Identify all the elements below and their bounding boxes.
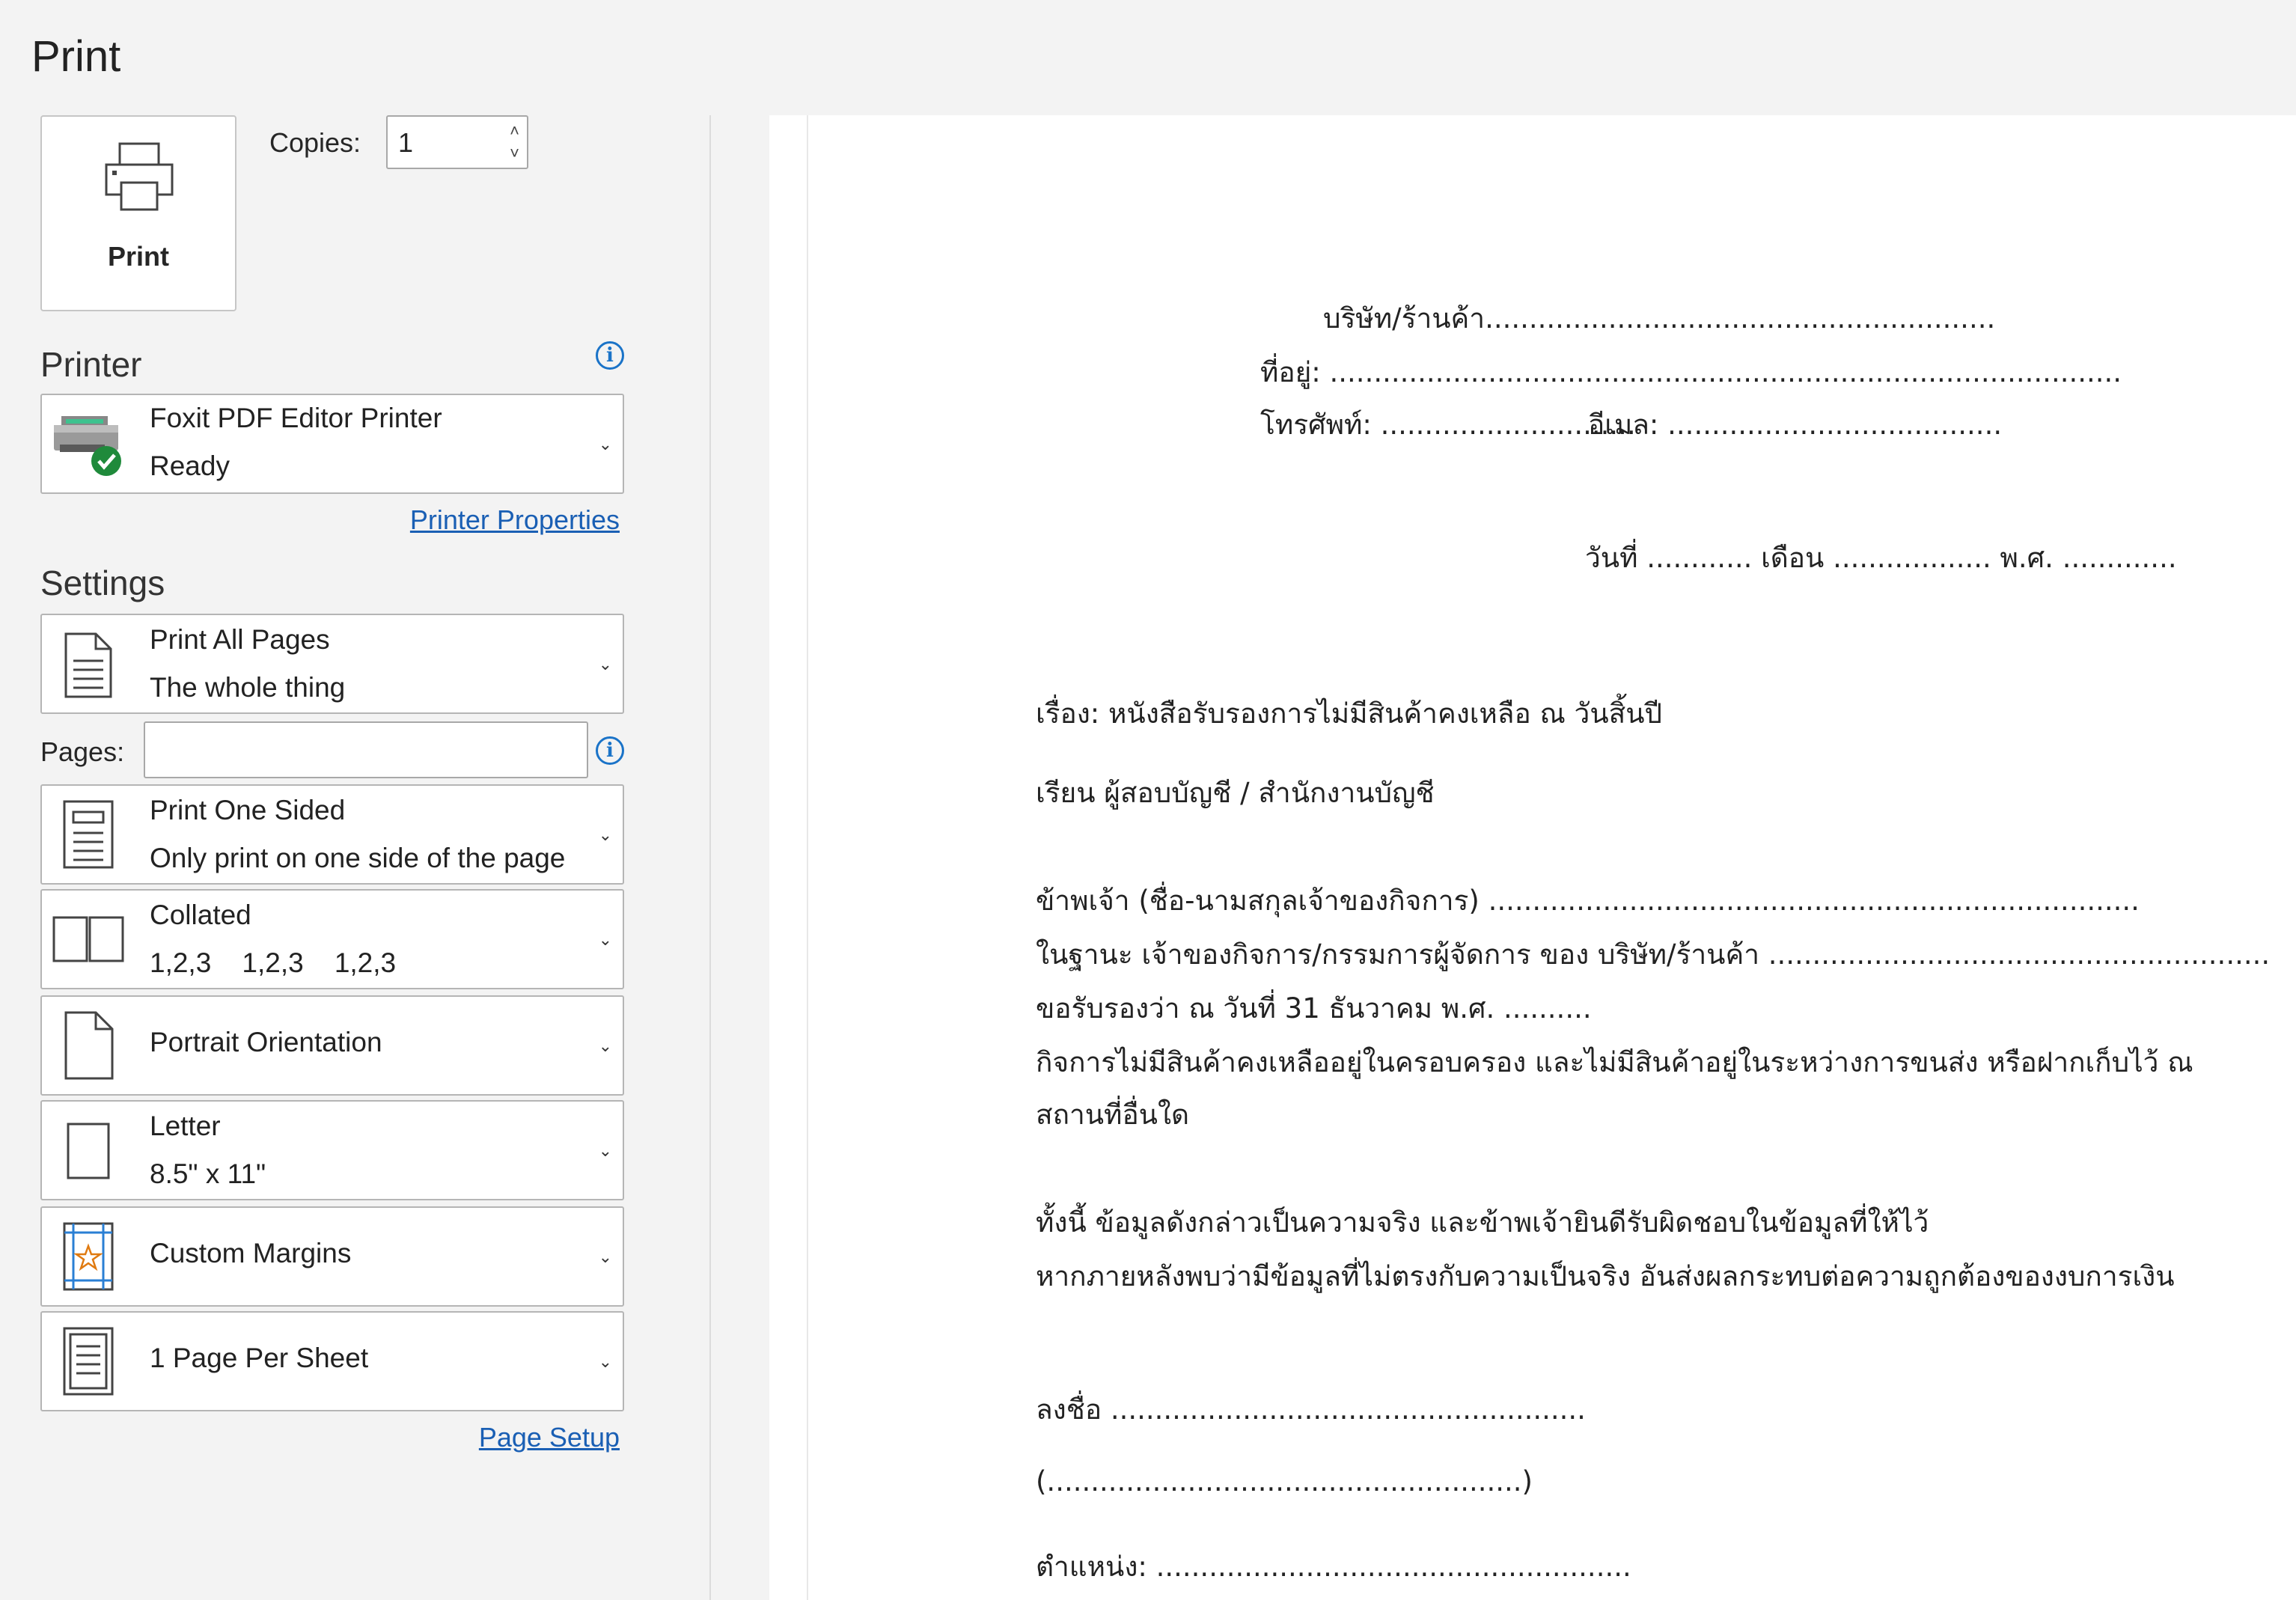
doc-body-6: ทั้งนี้ ข้อมูลดังกล่าวเป็นความจริง และข้าพเจ้ายินดีรับผิดชอบในข้อมูลที่ให้ไว้: [1036, 1206, 1929, 1239]
doc-date: วันที่ ............ เดือน .................. พ.ศ. .............: [1585, 542, 2177, 574]
copies-label: Copies:: [269, 127, 361, 158]
chevron-down-icon: ⌄: [598, 825, 612, 844]
printer-name: Foxit PDF Editor Printer: [150, 403, 442, 433]
collation-label: Collated: [150, 900, 251, 930]
copies-spinner[interactable]: [510, 120, 519, 165]
doc-body-7: หากภายหลังพบว่ามีข้อมูลที่ไม่ตรงกับความเป็นจริง อันส่งผลกระทบต่อความถูกต้องของงบการเงิน: [1036, 1260, 2175, 1292]
pages-info-icon[interactable]: i: [596, 736, 624, 765]
pages-per-sheet-label: 1 Page Per Sheet: [150, 1343, 369, 1373]
pages-per-sheet-select[interactable]: [40, 1311, 624, 1411]
orientation-select[interactable]: [40, 995, 624, 1096]
copies-input[interactable]: [386, 115, 528, 169]
doc-signature: ลงชื่อ ......................................................: [1036, 1393, 1586, 1426]
copies-value: 1: [398, 127, 414, 158]
pages-input[interactable]: [144, 721, 588, 778]
print-button[interactable]: [40, 115, 236, 311]
printer-heading: Printer: [40, 345, 142, 384]
decrement-icon[interactable]: ˅: [510, 144, 519, 162]
doc-address: ที่อยู่: ..........................................................................................: [1260, 356, 2122, 388]
doc-subject: เรื่อง: หนังสือรับรองการไม่มีสินค้าคงเหลือ ณ วันสิ้นปี: [1036, 697, 1662, 730]
margins-label: Custom Margins: [150, 1238, 352, 1268]
sides-desc: Only print on one side of the page: [150, 843, 566, 873]
doc-body-1: ข้าพเจ้า (ชื่อ-นามสกุลเจ้าของกิจการ) ..........................................................................: [1036, 885, 2140, 917]
collation-desc: 1,2,3 1,2,3 1,2,3: [150, 947, 397, 978]
page-range-select[interactable]: [40, 614, 624, 714]
doc-to: เรียน ผู้สอบบัญชี / สำนักงานบัญชี: [1036, 777, 1435, 809]
chevron-down-icon: ⌄: [598, 1141, 612, 1160]
doc-body-5: สถานที่อื่นใด: [1036, 1099, 1190, 1131]
page-per-sheet-icon: [51, 1313, 126, 1410]
page-range-label: Print All Pages: [150, 624, 330, 655]
chevron-down-icon: ⌄: [598, 1036, 612, 1055]
chevron-down-icon: ⌄: [598, 655, 612, 674]
doc-signature-name: (......................................................): [1036, 1465, 1533, 1497]
increment-icon[interactable]: ˄: [510, 121, 519, 140]
page-range-desc: The whole thing: [150, 672, 346, 703]
chevron-down-icon: ⌄: [598, 1352, 612, 1371]
page-setup-link[interactable]: Page Setup: [478, 1422, 620, 1453]
page-edge: [807, 115, 808, 1600]
print-button-label: Print: [107, 241, 169, 272]
settings-heading: Settings: [40, 564, 165, 602]
paper-size-desc: 8.5" x 11": [150, 1158, 266, 1189]
doc-company: บริษัท/ร้านค้า..........................................................: [1323, 302, 1996, 335]
doc-email: อีเมล: ......................................: [1588, 409, 2003, 441]
doc-position: ตำแหน่ง: ......................................................: [1036, 1551, 1631, 1583]
collated-icon: [51, 891, 126, 988]
printer-icon: [102, 139, 177, 214]
portrait-page-icon: [51, 997, 126, 1094]
doc-body-3: ขอรับรองว่า ณ วันที่ 31 ธันวาคม พ.ศ. ..........: [1036, 992, 1592, 1025]
sides-select[interactable]: [40, 784, 624, 885]
printer-select[interactable]: [40, 394, 624, 494]
printer-device-icon: [51, 395, 126, 492]
collation-select[interactable]: [40, 889, 624, 989]
paper-size-select[interactable]: [40, 1100, 624, 1200]
pages-label: Pages:: [40, 736, 125, 767]
doc-body-4: กิจการไม่มีสินค้าคงเหลืออยู่ในครอบครอง และไม่มีสินค้าอยู่ในระหว่างการขนส่ง หรือฝากเก็บไว้ ณ: [1036, 1046, 2193, 1078]
margins-select[interactable]: [40, 1206, 624, 1307]
printer-properties-link[interactable]: Printer Properties: [409, 504, 620, 535]
sides-label: Print One Sided: [150, 795, 346, 825]
paper-icon: [51, 1102, 126, 1199]
page-title: Print: [31, 32, 121, 81]
chevron-down-icon: ⌄: [598, 930, 612, 949]
custom-margins-icon: [51, 1208, 126, 1305]
paper-size-label: Letter: [150, 1111, 221, 1141]
chevron-down-icon: ⌄: [598, 435, 612, 454]
doc-phone: โทรศัพท์: .............................: [1260, 409, 1636, 441]
printer-status: Ready: [150, 451, 230, 481]
chevron-down-icon: ⌄: [598, 1248, 612, 1266]
doc-body-2: ในฐานะ เจ้าของกิจการ/กรรมการผู้จัดการ ของ บริษัท/ร้านค้า .........................................................: [1036, 938, 2271, 971]
one-sided-icon: [51, 786, 126, 883]
document-icon: [51, 615, 126, 712]
printer-info-icon[interactable]: i: [596, 341, 624, 370]
orientation-label: Portrait Orientation: [150, 1027, 382, 1057]
panel-divider: [709, 115, 711, 1600]
